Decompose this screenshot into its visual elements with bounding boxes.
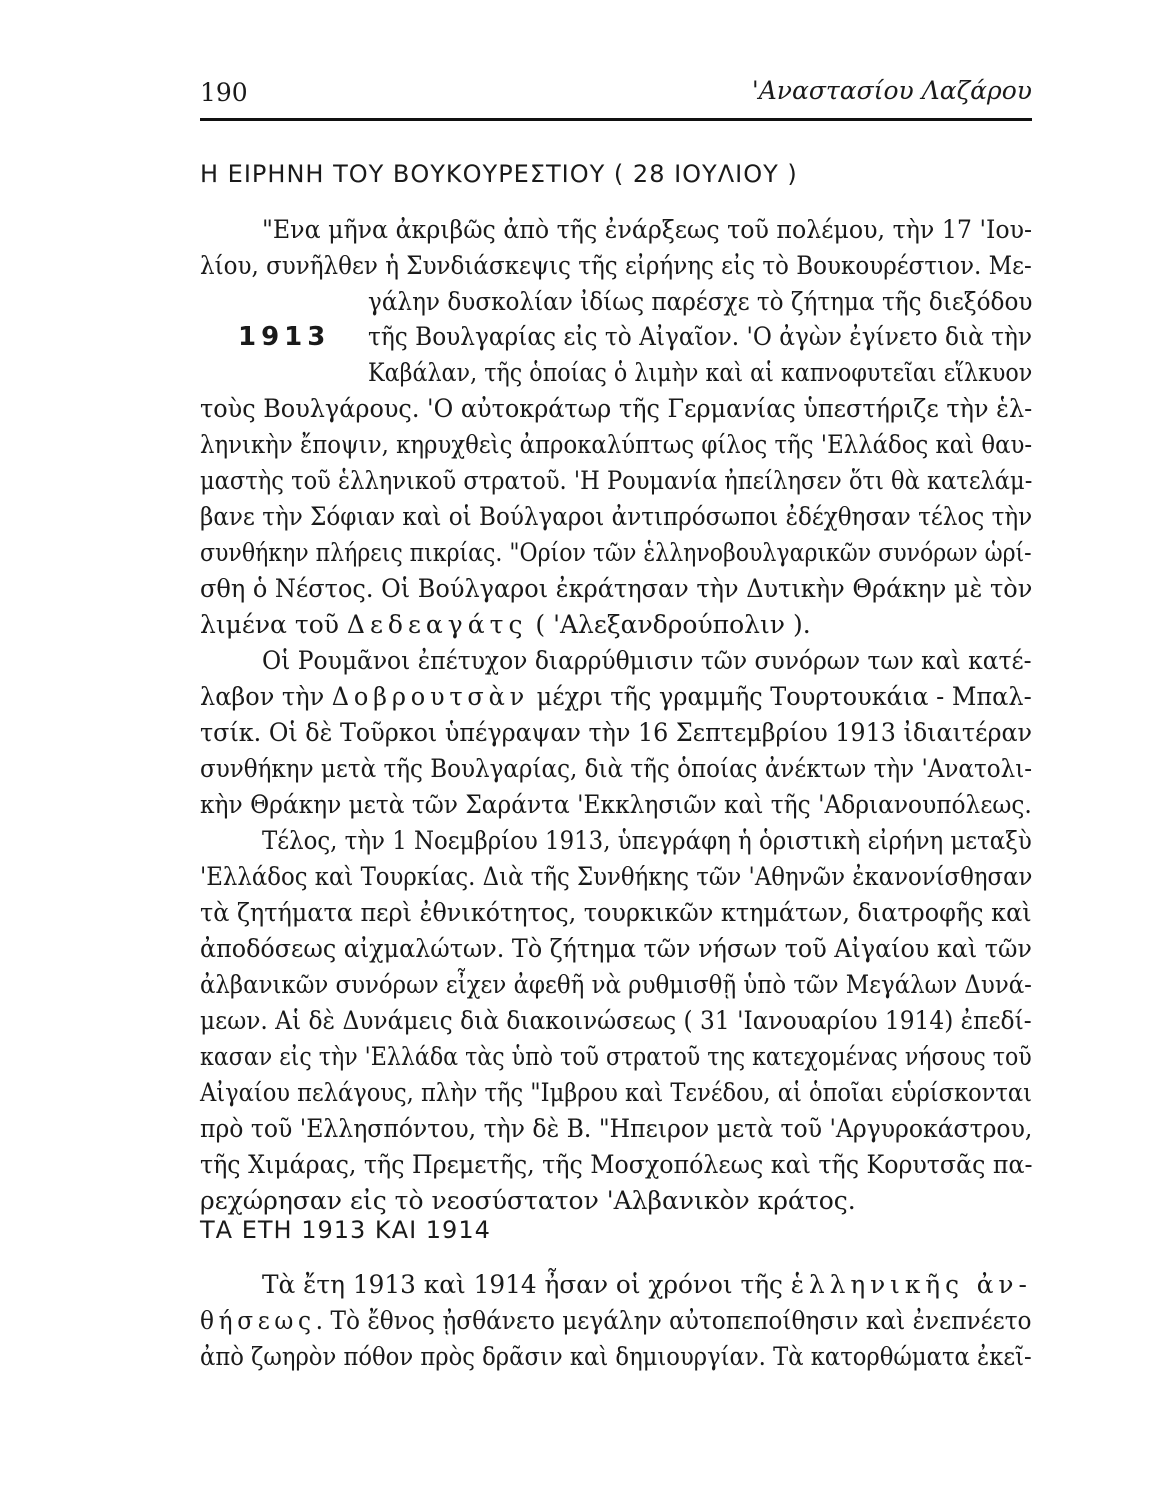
spaced-text: ἑλληνικῆς ἀν- bbox=[790, 1270, 1032, 1299]
text-span: Τὰ ἔτη 1913 καὶ 1914 ἦσαν οἱ χρόνοι τῆς bbox=[262, 1270, 791, 1299]
text-span: . Τὸ ἔθνος ᾐσθάνετο μεγάλην αὐτοπεποίθησιν καὶ ἐνεπνέετο bbox=[315, 1306, 1032, 1335]
text-line: Αἰγαίου πελάγους, πλὴν τῆς "Ιμβρου καὶ Τενέδου, αἱ ὁποῖαι εὑρίσκονται bbox=[200, 1078, 1032, 1107]
text-line: λίου, συνῆλθεν ἡ Συνδιάσκεψις τῆς εἰρήνης εἰς τὸ Βουκουρέστιον. Με- bbox=[200, 251, 1032, 280]
text-line: τῆς Βουλγαρίας εἰς τὸ Αἰγαῖον. 'Ο ἀγὼν ἐγίνετο διὰ τὴν bbox=[368, 322, 1033, 351]
text-line: ρεχώρησαν εἰς τὸ νεοσύστατον 'Αλβανικὸν κράτος. bbox=[200, 1186, 856, 1215]
text-line: συνθήκην μετὰ τῆς Βουλγαρίας, διὰ τῆς ὁποίας ἀνέκτων τὴν 'Ανατολι- bbox=[200, 754, 1033, 783]
text-line: τῆς Χιμάρας, τῆς Πρεμετῆς, τῆς Μοσχοπόλεως καὶ τῆς Κορυτσᾶς πα- bbox=[200, 1150, 1033, 1179]
text-line: συνθήκην πλήρεις πικρίας. "Ορίον τῶν ἑλληνοβουλγαρικῶν συνόρων ὡρί- bbox=[200, 538, 1032, 567]
spaced-text: Δοβρουτσὰν bbox=[331, 682, 529, 711]
text-span: μέχρι τῆς γραμμῆς Τουρτουκάια - Μπαλ- bbox=[528, 682, 1032, 711]
text-line: 'Ελλάδος καὶ Τουρκίας. Διὰ τῆς Συνθήκης τῶν 'Αθηνῶν ἐκανονίσθησαν bbox=[200, 862, 1033, 891]
text-line: μαστὴς τοῦ ἑλληνικοῦ στρατοῦ. 'Η Ρουμανία ἠπείλησεν ὅτι θὰ κατελάμ- bbox=[200, 466, 1033, 495]
spaced-text: Δεδεαγάτς bbox=[346, 610, 528, 639]
text-line: τσίκ. Οἱ δὲ Τοῦρκοι ὑπέγραψαν τὴν 16 Σεπτεμβρίου 1913 ἰδιαιτέραν bbox=[200, 718, 1033, 747]
text-line: τὰ ζητήματα περὶ ἐθνικότητος, τουρκικῶν κτημάτων, διατροφῆς καὶ bbox=[200, 898, 1032, 927]
text-line bbox=[200, 610, 811, 640]
text-line: Οἱ Ρουμᾶνοι ἐπέτυχον διαρρύθμισιν τῶν συνόρων των καὶ κατέ- bbox=[262, 646, 1032, 675]
text-line: μεων. Αἱ δὲ Δυνάμεις διὰ διακοινώσεως ( 31 'Ιανουαρίου 1914) ἐπεδί- bbox=[200, 1006, 1032, 1035]
text-line bbox=[200, 682, 1032, 712]
text-span: λιμένα τοῦ bbox=[200, 610, 347, 639]
text-line: "Ενα μῆνα ἀκριβῶς ἀπὸ τῆς ἐνάρξεως τοῦ πολέμου, τὴν 17 'Ιου- bbox=[262, 215, 1032, 244]
text-line: κὴν Θράκην μετὰ τῶν Σαράντα 'Εκκλησιῶν καὶ τῆς 'Αδριανουπόλεως. bbox=[200, 790, 1032, 819]
text-line: ἀλβανικῶν συνόρων εἶχεν ἀφεθῆ νὰ ρυθμισθῇ ὑπὸ τῶν Μεγάλων Δυνά- bbox=[200, 970, 1032, 999]
text-line: γάλην δυσκολίαν ἰδίως παρέσχε τὸ ζήτημα τῆς διεξόδου bbox=[368, 287, 1033, 316]
text-line: σθη ὁ Νέστος. Οἱ Βούλγαροι ἐκράτησαν τὴν Δυτικὴν Θράκην μὲ τὸν bbox=[200, 574, 1033, 603]
text-line: κασαν εἰς τὴν 'Ελλάδα τὰς ὑπὸ τοῦ στρατοῦ της κατεχομένας νήσους τοῦ bbox=[200, 1042, 1032, 1071]
text-line: βανε τὴν Σόφιαν καὶ οἱ Βούλγαροι ἀντιπρόσωποι ἐδέχθησαν τέλος τὴν bbox=[200, 502, 1033, 531]
text-line bbox=[200, 1306, 1032, 1336]
page-header bbox=[200, 72, 1032, 121]
section-heading-years-1913-1914: ΤΑ ΕΤΗ 1913 ΚΑΙ 1914 bbox=[200, 1216, 491, 1244]
text-line: ληνικὴν ἔποψιν, κηρυχθεὶς ἀπροκαλύπτως φίλος τῆς 'Ελλάδος καὶ θαυ- bbox=[200, 430, 1033, 459]
section-heading-peace-of-bucharest: Η ΕΙΡΗΝΗ ΤΟΥ ΒΟΥΚΟΥΡΕΣΤΙΟΥ ( 28 ΙΟΥΛΙΟΥ ) bbox=[200, 160, 798, 188]
text-line: τοὺς Βουλγάρους. 'Ο αὐτοκράτωρ τῆς Γερμανίας ὑπεστήριζε τὴν ἑλ- bbox=[200, 394, 1033, 423]
page-number: 190 bbox=[200, 78, 248, 107]
margin-year: 1913 bbox=[238, 322, 331, 352]
text-line: Καβάλαν, τῆς ὁποίας ὁ λιμὴν καὶ αἱ καπνοφυτεῖαι εἵλκυον bbox=[368, 358, 1033, 387]
text-span: ( 'Αλεξανδρούπολιν ). bbox=[527, 610, 811, 639]
text-line: πρὸ τοῦ 'Ελλησπόντου, τὴν δὲ Β. "Ηπειρον μετὰ τοῦ 'Αργυροκάστρου, bbox=[200, 1114, 1033, 1143]
spaced-text: θήσεως bbox=[200, 1306, 316, 1335]
running-author: 'Αναστασίου Λαζάρου bbox=[751, 76, 1032, 105]
text-line bbox=[262, 1270, 1032, 1300]
text-span: λαβον τὴν bbox=[200, 682, 332, 711]
text-line: Τέλος, τὴν 1 Νοεμβρίου 1913, ὑπεγράφη ἡ ὁριστικὴ εἰρήνη μεταξὺ bbox=[262, 826, 1032, 855]
text-line: ἀπὸ ζωηρὸν πόθον πρὸς δρᾶσιν καὶ δημιουργίαν. Τὰ κατορθώματα ἐκεῖ- bbox=[200, 1342, 1032, 1371]
text-line: ἀποδόσεως αἰχμαλώτων. Τὸ ζήτημα τῶν νήσων τοῦ Αἰγαίου καὶ τῶν bbox=[200, 934, 1032, 963]
